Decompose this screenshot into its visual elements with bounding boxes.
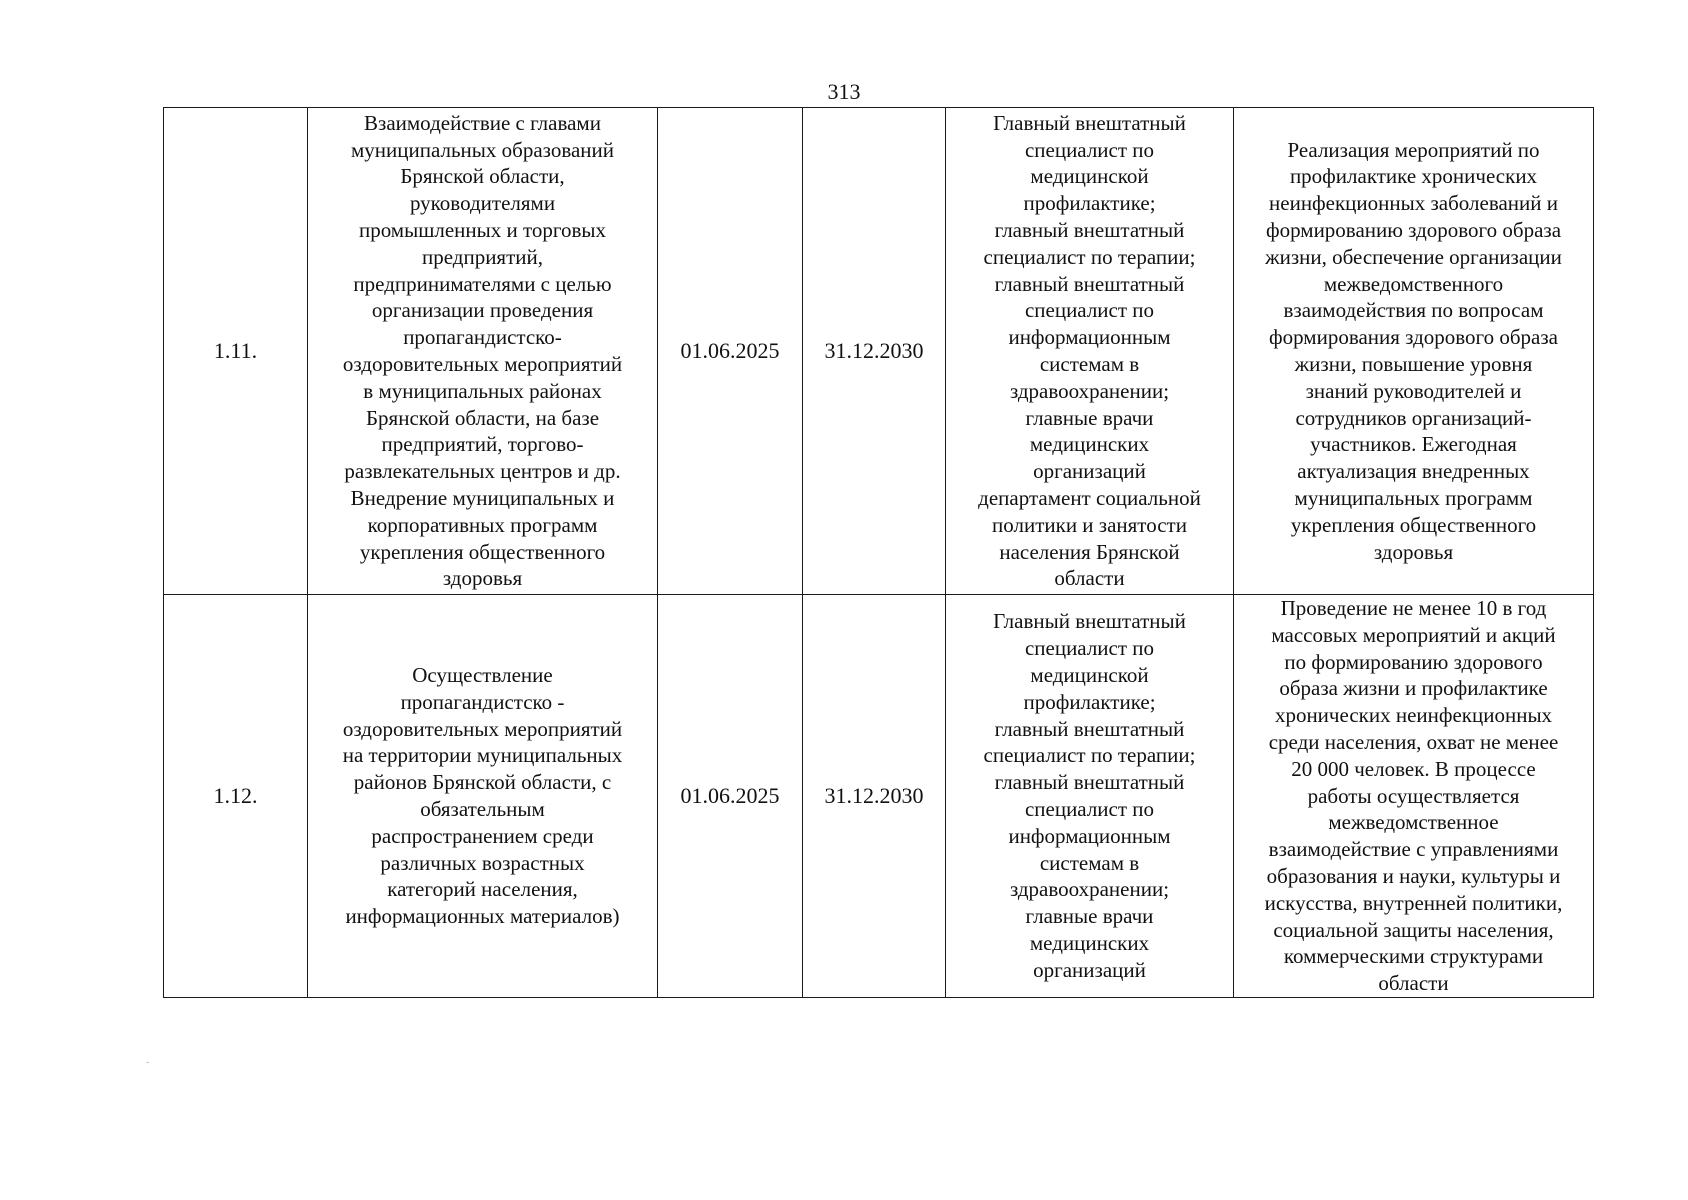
scan-speck: [146, 1062, 149, 1063]
result-text: Проведение не менее 10 в год массовых мероприятий и акций по формированию здорового образа жизни и профилактике хронических неинфекционных среди населения, охват не менее 20 000 человек. В процессе работы осуществляется межведомственное взаимодействие с управлениями образования и науки, культуры и искусства, внутренней политики, социальной защиты населения, коммерческими структурами области: [1264, 596, 1563, 996]
responsible-text: Главный внештатный специалист по медицинской профилактике; главный внештатный специалист по терапии; главный внештатный специалист по информационным системам в здравоохранении; главные врачи медицинских организаций: [983, 609, 1196, 982]
activity-cell: [308, 595, 658, 998]
start-date-cell: [658, 595, 803, 998]
activity-cell: [308, 108, 658, 595]
row-number-cell: [164, 595, 308, 998]
result-cell: [1234, 595, 1594, 998]
end-date-cell: [803, 108, 946, 595]
end-date: 31.12.2030: [824, 782, 924, 808]
start-date: 01.06.2025: [680, 782, 780, 808]
row-number: 1.12.: [213, 782, 258, 808]
result-cell: [1234, 108, 1594, 595]
result-text: Реализация мероприятий по профилактике хронических неинфекционных заболеваний и формированию здорового образа жизни, обеспечение организации межведомственного взаимодействия по вопросам формирования здорового образа жизни, повышение уровня знаний руководителей и сотрудников организаций- участников. Ежегодная актуализация внедренных муниципальных программ укрепления общественного здоровья: [1265, 137, 1562, 564]
responsible-cell: [946, 108, 1234, 595]
table-row: [164, 595, 1594, 998]
activity-text: Взаимодействие с главами муниципальных образований Брянской области, руководителями промышленных и торговых предприятий, предпринимателями с целью организации проведения пропагандистско- оздоровительных мероприятий в муниципальных районах Брянской области, на базе предприятий, торгово- развлекательных центров и др. Внедрение муниципальных и корпоративных программ укрепления общественного здоровья: [342, 110, 623, 591]
end-date: 31.12.2030: [824, 337, 924, 363]
responsible-text: Главный внештатный специалист по медицинской профилактике; главный внештатный специалист по терапии; главный внештатный специалист по информационным системам в здравоохранении; главные врачи медицинских организаций департамент социальной политики и занятости населения Брянской области: [978, 110, 1201, 591]
table-row: [164, 108, 1594, 595]
activity-text: Осуществление пропагандистско - оздоровительных мероприятий на территории муниципальных районов Брянской области, с обязательным распространением среди различных возрастных категорий населения, информационных материалов): [342, 662, 623, 929]
row-number-cell: [164, 108, 308, 595]
end-date-cell: [803, 595, 946, 998]
start-date-cell: [658, 108, 803, 595]
responsible-cell: [946, 595, 1234, 998]
activity-plan-table: [163, 107, 1594, 998]
start-date: 01.06.2025: [680, 337, 780, 363]
row-number: 1.11.: [213, 337, 258, 363]
page-number: 313: [827, 79, 861, 104]
